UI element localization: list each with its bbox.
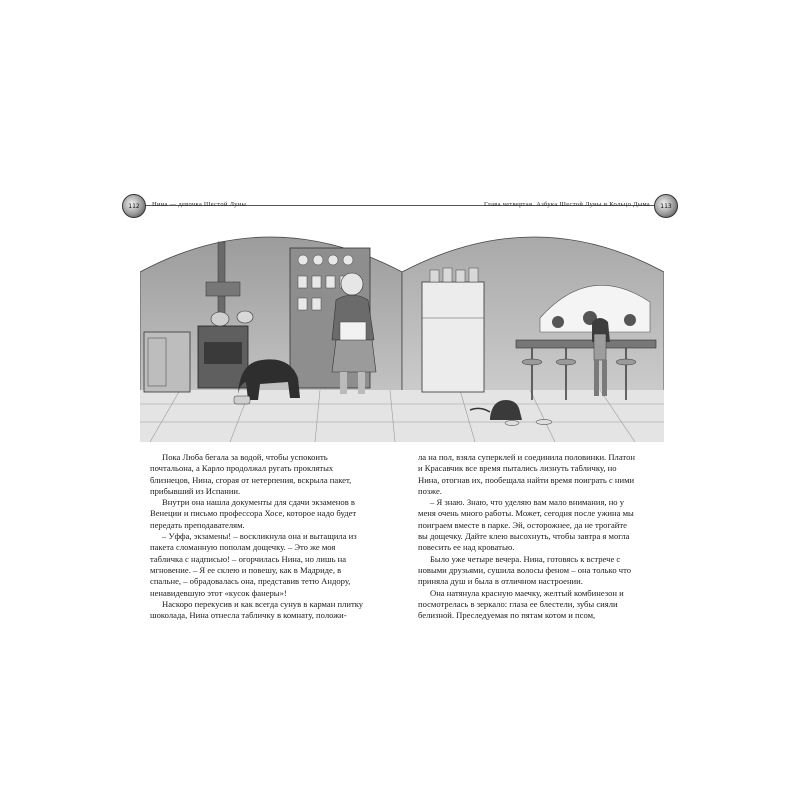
paragraph: – Я знаю. Знаю, что уделяю вам мало внимания, но у меня очень много работы. Может, сегодня после ужина мы поиграем вместе в парке. Эй, осторожнее, да не трогайте вы дощечку. Дайте клею высохнуть, чтобы завтра я могла повесить ее над кроватью. (418, 497, 634, 553)
paragraph: Пока Люба бегала за водой, чтобы успокоить почтальона, а Карло продолжал ругать проклятых близнецов, Нина, сгорая от нетерпения, вскрыла пакет, прибывший из Испании. (150, 452, 352, 496)
left-running-head: Нина — девочка Шестой Луны (152, 201, 247, 208)
book-spread (108, 188, 688, 628)
paragraph: Наскоро перекусив и как всегда сунув в карман плитку шоколада, Нина отнесла табличку в комнату, положи- (150, 598, 364, 621)
paragraph: Было уже четыре вечера. Нина, готовясь к встрече с новыми друзьями, сушила волосы феном – она только что приняла душ и была в отличном настроении. (418, 553, 632, 587)
left-page-number: 112 (122, 194, 146, 218)
right-running-head: Глава четвертая. Азбука Шестой Луны и Кольцо Дыма (483, 201, 650, 208)
paragraph: – Уффа, экзамены! – воскликнула она и вытащила из пакета сломанную пополам дощечку. – Это же моя табличка с надписью! – огорчилась Нина, но лишь на мгновение. – Я ее склею и повешу, как в Мадриде, в спальне, – обрадовалась она, представив тетю Андору, ненавидевшую этот «кусок фанеры»! (150, 531, 357, 598)
kitchen-illustration (140, 222, 664, 442)
paragraph: Внутри она нашла документы для сдачи экзаменов в Венеции и письмо профессора Хосе, которое надо будет передать преподавателям. (150, 497, 357, 530)
right-page-text (418, 452, 638, 621)
right-page-number: 113 (654, 194, 678, 218)
paragraph: Она натянула красную маечку, желтый комбинезон и посмотрелась в зеркало: глаза ее блестели, зубы сияли белизной. Преследуемая по пятам котом и псом, (418, 587, 624, 621)
paragraph: ла на пол, взяла суперклей и соединила половинки. Платон и Красавчик все время пытались лизнуть табличку, но Нина, отогнав их, пообещала найти время поиграть с ними позже. (418, 452, 635, 496)
left-page-text (150, 452, 370, 621)
